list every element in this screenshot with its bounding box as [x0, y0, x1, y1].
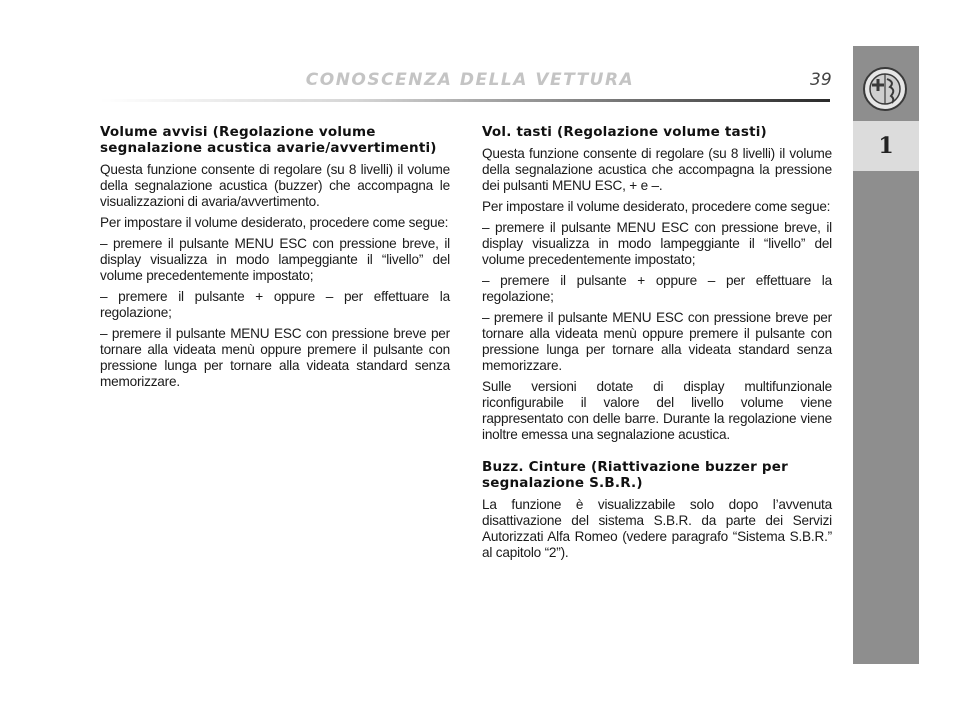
chapter-number: 1: [853, 121, 919, 171]
paragraph: – premere il pulsante MENU ESC con pressione breve per tornare alla videata menù oppure premere il pulsante con pressione lunga per tornare alla videata standard senza memorizzare.: [482, 310, 832, 373]
right-column: [482, 124, 832, 566]
section-heading-volume-avvisi: Volume avvisi (Regolazione volume segnalazione acustica avarie/avvertimenti): [100, 124, 437, 156]
paragraph: Questa funzione consente di regolare (su 8 livelli) il volume della segnalazione acustica che accompagna la pressione dei pulsanti MENU ESC, + e –.: [482, 146, 832, 193]
paragraph: Questa funzione consente di regolare (su 8 livelli) il volume della segnalazione acustica (buzzer) che accompagna le visualizzazioni di avaria/avvertimento.: [100, 162, 450, 209]
header-divider: [100, 99, 830, 102]
paragraph: – premere il pulsante MENU ESC con pressione breve per tornare alla videata menù oppure premere il pulsante con pressione lunga per tornare alla videata standard senza memorizzare.: [100, 326, 450, 389]
running-header-title: CONOSCENZA DELLA VETTURA: [305, 70, 635, 90]
page-number: 39: [810, 70, 832, 90]
paragraph: La funzione è visualizzabile solo dopo l’avvenuta disattivazione del sistema S.B.R. da parte dei Servizi Autorizzati Alfa Romeo (vedere paragrafo “Sistema S.B.R.” al capitolo “2”).: [482, 497, 832, 560]
paragraph: – premere il pulsante + oppure – per effettuare la regolazione;: [100, 289, 450, 320]
section-heading-buzz-cinture: Buzz. Cinture (Riattivazione buzzer per segnalazione S.B.R.): [482, 459, 788, 491]
paragraph: Sulle versioni dotate di display multifunzionale riconfigurabile il valore del livello volume viene rappresentato con delle barre. Durante la regolazione viene inoltre emessa una segnalazione acustica.: [482, 379, 832, 442]
paragraph: – premere il pulsante + oppure – per effettuare la regolazione;: [482, 273, 832, 304]
alfa-romeo-logo-icon: [862, 66, 908, 112]
paragraph: Per impostare il volume desiderato, procedere come segue:: [482, 199, 831, 214]
paragraph: Per impostare il volume desiderato, procedere come segue:: [100, 215, 449, 230]
section-heading-vol-tasti: Vol. tasti (Regolazione volume tasti): [482, 124, 767, 140]
paragraph: – premere il pulsante MENU ESC con pressione breve, il display visualizza in modo lampeggiante il “livello” del volume precedentemente impostato;: [100, 236, 450, 283]
paragraph: – premere il pulsante MENU ESC con pressione breve, il display visualizza in modo lampeggiante il “livello” del volume precedentemente impostato;: [482, 220, 832, 267]
left-column: [100, 124, 450, 395]
